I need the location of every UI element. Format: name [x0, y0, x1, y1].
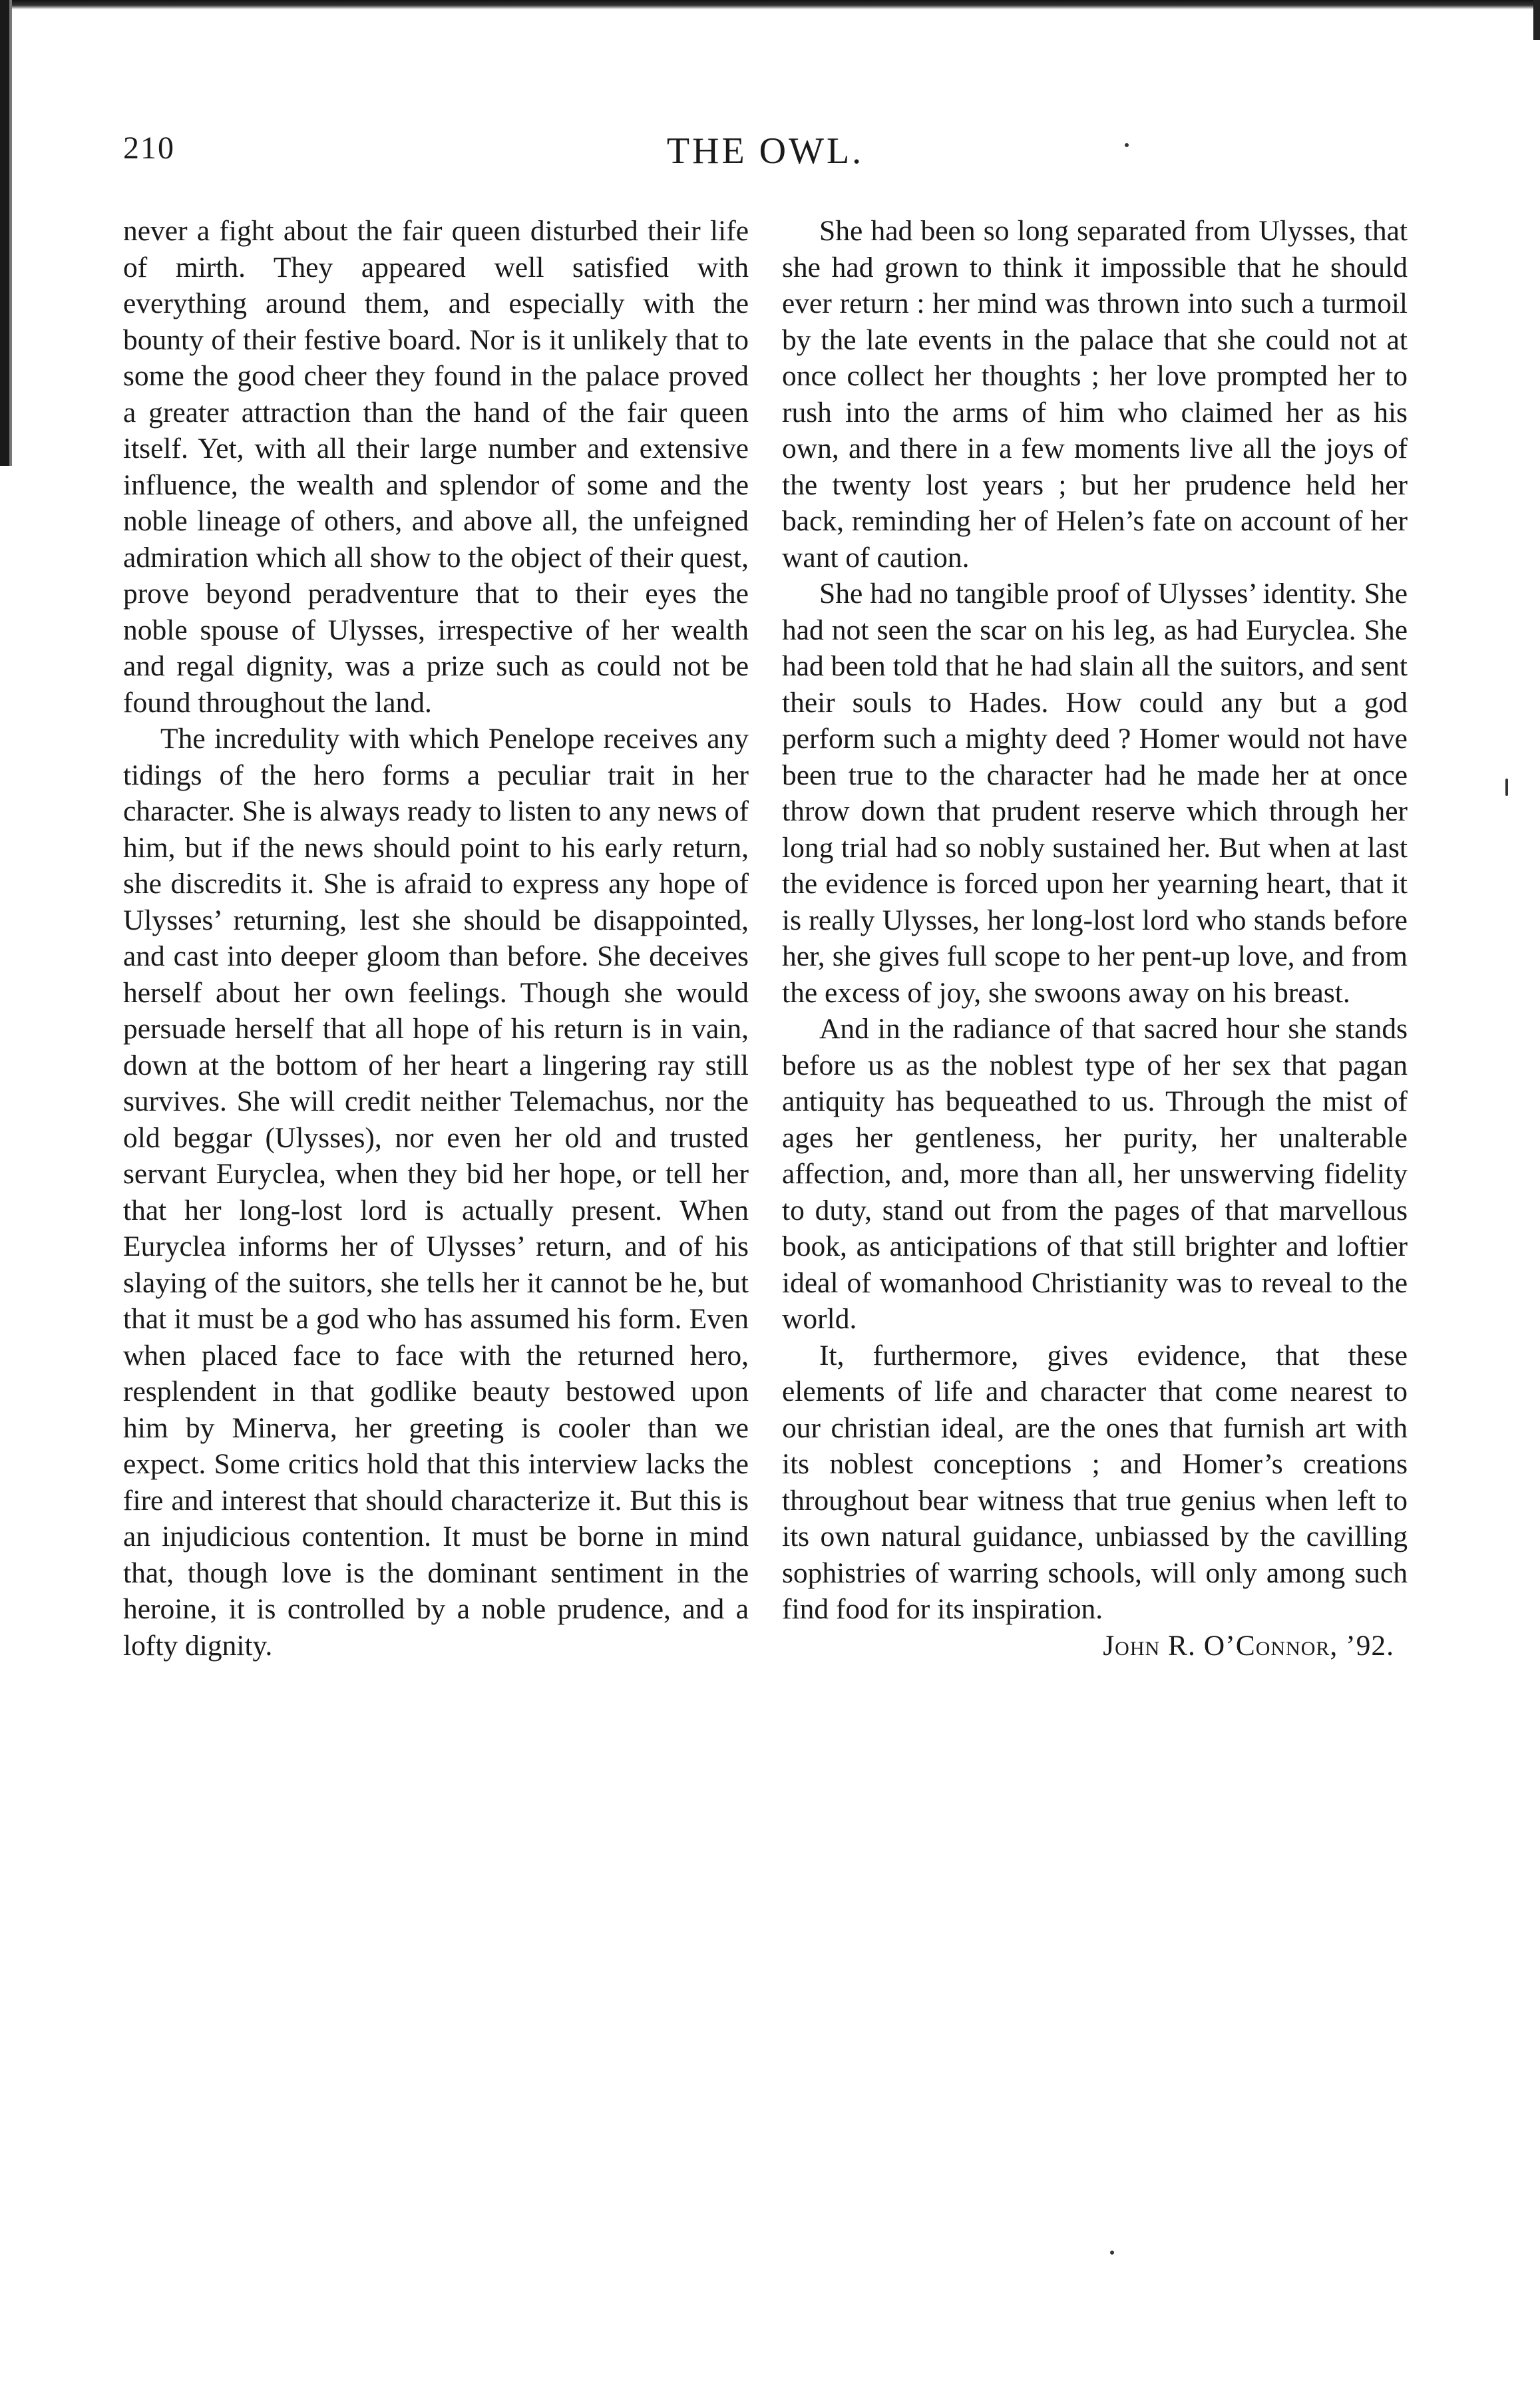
scan-edge-top: [0, 0, 1540, 9]
paragraph: never a fight about the fair queen disturbed their life of mirth. They appeared well satisfied with everything around them, and especially with the bounty of their festive board. Nor is it unlikely that to some the good cheer they found in the palace proved a greater attraction than the hand of the fair queen itself. Yet, with all their large number and extensive influence, the wealth and splendor of some and the noble lineage of others, and above all, the unfeigned admiration which all show to the object of their quest, prove beyond peradventure that to their eyes the noble spouse of Ulysses, irrespective of her wealth and regal dignity, was a prize such as could not be found throughout the land.: [123, 215, 749, 719]
page-header: [123, 130, 1408, 183]
page-number: 210: [123, 130, 175, 166]
left-column: [123, 213, 749, 1664]
speck-mark: [1110, 2251, 1114, 2255]
paragraph: The incredulity with which Penelope receives any tidings of the hero forms a peculiar trait in her character. She is always ready to listen to any news of him, but if the news should point to his early return, she discredits it. She is afraid to express any hope of Ulysses’ returning, lest she should be disappointed, and cast into deeper gloom than before. She deceives herself about her own feelings. Though she would persuade herself that all hope of his return is in vain, down at the bottom of her heart a lingering ray still survives. She will credit neither Telemachus, nor the old beggar (Ulysses), nor even her old and trusted servant Euryclea, when they bid her hope, or tell her that her long-lost lord is actually present. When Euryclea informs her of Ulysses’ return, and of his slaying of the suitors, she tells her it cannot be he, but that it must be a god who has assumed his form. Even when placed face to face with the returned hero, resplendent in that godlike beauty bestowed upon him by Minerva, her greeting is cooler than we expect. Some critics hold that this interview lacks the fire and interest that should characterize it. But this is an injudicious contention. It must be borne in mind that, though love is the dominant sentiment in the heroine, it is controlled by a noble prudence, and a lofty dignity.: [123, 723, 749, 1662]
speck-mark: [1505, 779, 1508, 796]
paragraph: She had been so long separated from Ulysses, that she had grown to think it impossible that he should ever return : her mind was thrown into such a turmoil by the late events in the palace that she could not at once collect her thoughts ; her love prompted her to rush into the arms of him who claimed her as his own, and there in a few moments live all the joys of the twenty lost years ; but her prudence held her back, reminding her of Helen’s fate on account of her want of caution.: [782, 215, 1408, 574]
right-column: [782, 213, 1408, 1664]
scan-edge-right: [1533, 0, 1540, 40]
paragraph: She had no tangible proof of Ulysses’ identity. She had not seen the scar on his leg, as had Euryclea. She had been told that he had slain all the suitors, and sent their souls to Hades. How could any but a god perform such a mighty deed ? Homer would not have been true to the character had he made her at once throw down that prudent reserve which through her long trial had so nobly sustained her. But when at last the evidence is forced upon her yearning heart, that it is really Ulysses, her long-lost lord who stands before her, she gives full scope to her pent-up love, and from the excess of joy, she swoons away on his breast.: [782, 578, 1408, 1009]
paragraph: And in the radiance of that sacred hour she stands before us as the noblest type of her sex that pagan antiquity has bequeathed to us. Through the mist of ages her gentleness, her purity, her unalterable affection, and, more than all, her unswerving fidelity to duty, stand out from the pages of that marvellous book, as anticipations of that still brighter and loftier ideal of womanhood Christianity was to reveal to the world.: [782, 1013, 1408, 1335]
running-title: THE OWL.: [666, 130, 865, 172]
paragraph: It, furthermore, gives evidence, that these elements of life and character that come nearest to our christian ideal, are the ones that furnish art with its noblest conceptions ; and Homer’s creations throughout bear witness that true genius when left to its own natural guidance, unbiassed by the cavilling sophistries of warring schools, will only among such find food for its inspiration.: [782, 1339, 1408, 1625]
author-signature: John R. O’Connor, ’92.: [1103, 1629, 1394, 1662]
speck-mark: [1125, 143, 1129, 147]
scan-edge-left: [0, 0, 9, 466]
scan-edge-left-inner: [9, 0, 12, 466]
